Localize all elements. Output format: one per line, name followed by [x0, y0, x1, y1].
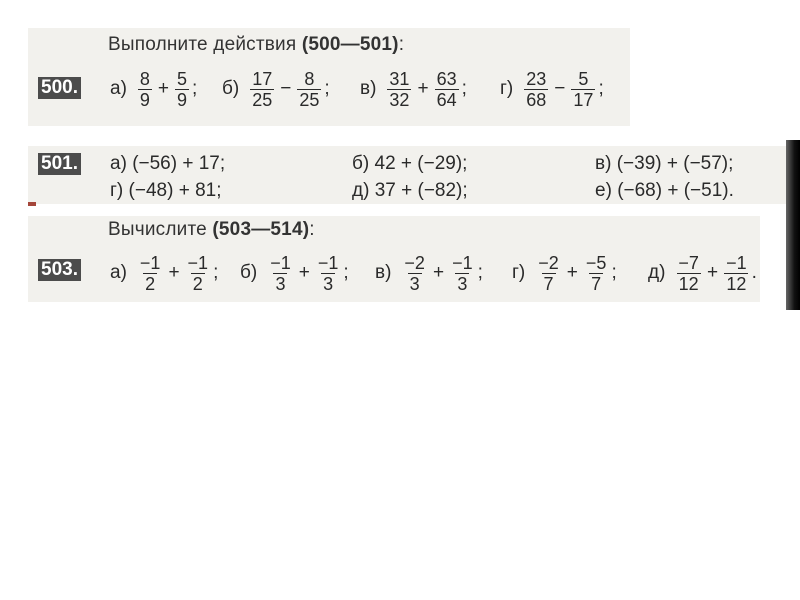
- exercise-500-item-c: [360, 64, 467, 114]
- operator: +: [298, 262, 310, 283]
- denominator: 3: [275, 273, 286, 294]
- fraction: [571, 69, 595, 110]
- fraction: [250, 69, 274, 110]
- item-label: б): [240, 262, 258, 283]
- denominator: 7: [591, 273, 602, 294]
- numerator: −1: [139, 252, 161, 273]
- terminator: ;: [192, 78, 198, 99]
- numerator: 8: [304, 68, 315, 89]
- operator: +: [157, 78, 170, 99]
- item-label: г): [110, 180, 124, 201]
- fraction: [268, 253, 293, 294]
- item-label: б): [222, 78, 240, 99]
- terminator: ;: [461, 78, 467, 99]
- item-label: б): [352, 153, 370, 174]
- exercise-500-item-d: [500, 64, 604, 114]
- denominator: 9: [177, 89, 188, 110]
- expression: 37 + (−82);: [374, 180, 468, 201]
- item-label: а): [110, 78, 127, 99]
- denominator: 3: [323, 273, 334, 294]
- exercise-500-heading: [108, 34, 404, 56]
- exercise-501-item-d: [110, 180, 222, 202]
- expression: (−68) + (−51).: [617, 180, 734, 201]
- denominator: 9: [139, 89, 150, 110]
- fraction: [536, 253, 561, 294]
- denominator: 2: [145, 273, 156, 294]
- heading-range: (503—514): [212, 219, 310, 240]
- fraction: [138, 69, 152, 110]
- exercise-501-item-e: [352, 180, 468, 202]
- numerator: −1: [270, 252, 291, 273]
- expression: 42 + (−29);: [374, 153, 468, 174]
- item-label: е): [595, 180, 612, 201]
- item-label: а): [110, 262, 127, 283]
- denominator: 7: [543, 273, 554, 294]
- item-label: в): [595, 153, 612, 174]
- numerator: 5: [578, 68, 589, 89]
- fraction: [724, 253, 749, 294]
- item-label: а): [110, 153, 127, 174]
- edge-shadow: [786, 140, 800, 310]
- expression: (−39) + (−57);: [616, 153, 734, 174]
- slide-right-edge: [786, 0, 800, 600]
- fraction: [524, 69, 548, 110]
- fraction: [175, 69, 189, 110]
- denominator: 12: [726, 273, 747, 294]
- fraction: [402, 253, 427, 294]
- fraction: [584, 253, 609, 294]
- fraction: [387, 69, 411, 110]
- exercise-503-item-a: [110, 248, 218, 298]
- fraction: [450, 253, 475, 294]
- operator: −: [280, 78, 292, 99]
- numerator: −7: [678, 252, 699, 273]
- exercise-501-item-b: [352, 153, 467, 175]
- denominator: 64: [436, 89, 457, 110]
- exercise-500-item-b: [222, 64, 330, 114]
- exercise-number-503: 503.: [38, 259, 81, 281]
- exercise-503-item-d: [512, 248, 617, 298]
- terminator: ;: [598, 78, 604, 99]
- denominator: 25: [299, 89, 320, 110]
- fraction: [186, 253, 211, 294]
- fraction: [316, 253, 341, 294]
- heading-range: (500—501): [301, 34, 399, 55]
- denominator: 32: [389, 89, 410, 110]
- numerator: −5: [585, 252, 607, 273]
- numerator: 8: [139, 68, 150, 89]
- denominator: 2: [192, 273, 203, 294]
- numerator: −1: [187, 252, 209, 273]
- numerator: −1: [317, 252, 339, 273]
- numerator: 5: [177, 68, 188, 89]
- item-label: д): [648, 262, 666, 283]
- exercise-number-501: 501.: [38, 153, 81, 175]
- item-label: д): [352, 180, 370, 201]
- numerator: −1: [726, 252, 747, 273]
- operator: −: [554, 78, 566, 99]
- terminator: ;: [343, 262, 349, 283]
- numerator: 23: [526, 68, 547, 89]
- exercise-501-item-a: [110, 153, 225, 175]
- operator: +: [168, 262, 180, 283]
- exercise-number-500: 500.: [38, 77, 81, 99]
- exercise-503-heading: [108, 219, 315, 241]
- operator: +: [417, 78, 429, 99]
- item-label: в): [375, 262, 392, 283]
- denominator: 3: [409, 273, 420, 294]
- denominator: 17: [573, 89, 594, 110]
- numerator: −1: [452, 252, 473, 273]
- terminator: ;: [477, 262, 483, 283]
- heading-colon: :: [309, 219, 315, 240]
- heading-text: Выполните действия: [108, 34, 297, 55]
- terminator: ;: [213, 262, 219, 283]
- fraction: [297, 69, 321, 110]
- heading-colon: :: [398, 34, 405, 55]
- exercise-501-item-f: [595, 180, 734, 202]
- numerator: 17: [252, 68, 273, 89]
- numerator: 31: [389, 68, 410, 89]
- denominator: 68: [526, 89, 547, 110]
- scan-artifact-mark: [28, 202, 36, 206]
- denominator: 25: [252, 89, 273, 110]
- terminator: ;: [611, 262, 617, 283]
- numerator: 63: [436, 68, 457, 89]
- heading-text: Вычислите: [108, 219, 207, 240]
- expression: (−48) + 81;: [128, 180, 222, 201]
- item-label: г): [500, 78, 514, 99]
- operator: +: [566, 262, 578, 283]
- terminator: ;: [324, 78, 330, 99]
- denominator: 12: [678, 273, 699, 294]
- fraction: [435, 69, 459, 110]
- item-label: г): [512, 262, 526, 283]
- exercise-503-item-e: [648, 248, 757, 298]
- operator: +: [432, 262, 445, 283]
- exercise-500-item-a: [110, 64, 197, 114]
- fraction: [676, 253, 701, 294]
- operator: +: [706, 262, 719, 283]
- terminator: .: [751, 262, 757, 283]
- item-label: в): [360, 78, 377, 99]
- exercise-503-item-c: [375, 248, 483, 298]
- exercise-503-item-b: [240, 248, 349, 298]
- expression: (−56) + 17;: [132, 153, 226, 174]
- numerator: −2: [538, 252, 559, 273]
- denominator: 3: [457, 273, 468, 294]
- exercise-501-item-c: [595, 153, 733, 175]
- numerator: −2: [404, 252, 425, 273]
- fraction: [138, 253, 163, 294]
